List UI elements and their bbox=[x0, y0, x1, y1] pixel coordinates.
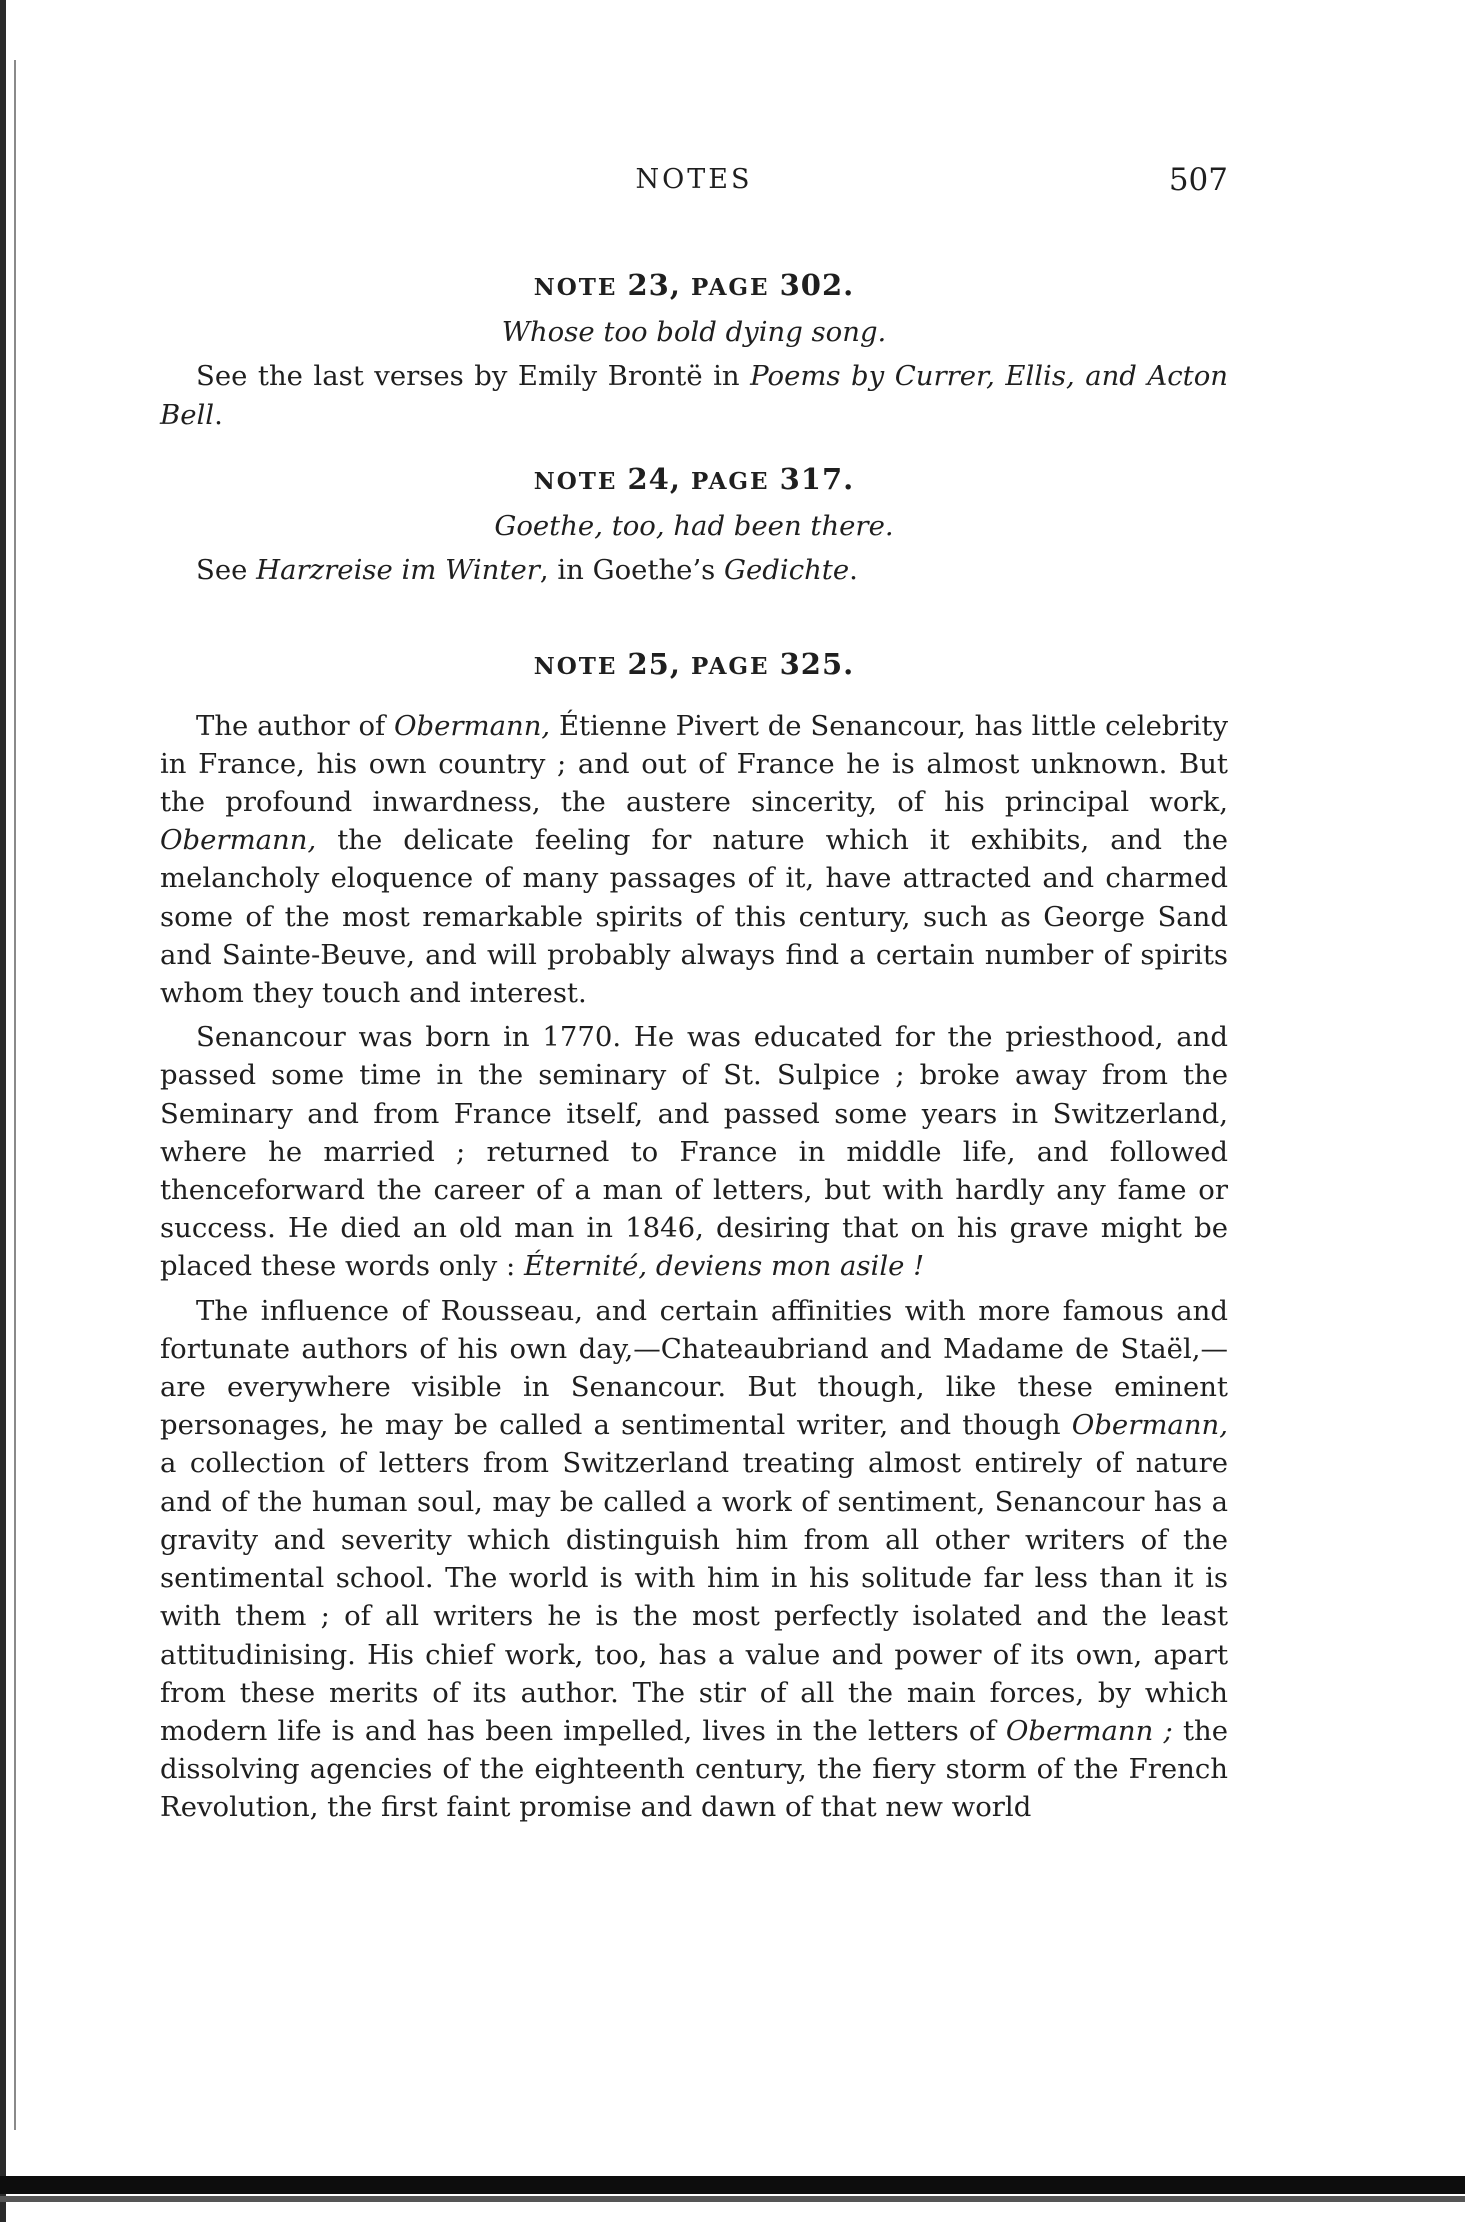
page-number: 507 bbox=[1168, 162, 1228, 198]
scan-bottom-edge bbox=[0, 2176, 1465, 2194]
text-segment: . bbox=[214, 398, 223, 431]
text-segment: Étienne Pivert de Senancour, has little celebrity in France, his own country ; and out of France he is almost unknown. But the profound inwardness, the austere sincerity, of his principal work, bbox=[160, 709, 1229, 819]
text-segment: The influence of Rousseau, and certain affinities with more famous and fortunate authors of his own day,—Chateaubriand and Madame de Staël,—are everywhere visible in Senancour. But though, like these eminent personages, he may be called a sentimental writer, and though bbox=[160, 1294, 1228, 1442]
note-label: NOTE bbox=[533, 274, 618, 301]
note-text bbox=[160, 551, 1228, 589]
note-page-number: 317. bbox=[779, 461, 855, 496]
note-heading bbox=[160, 645, 1228, 686]
note-number: 24, bbox=[627, 461, 681, 496]
note-number: 23, bbox=[627, 268, 681, 302]
work-title: Obermann, bbox=[1071, 1409, 1228, 1442]
note-24 bbox=[160, 460, 1228, 590]
text-segment: Senancour was born in 1770. He was educated for the priesthood, and passed some time in the seminary of St. Sulpice ; broke away from the Seminary and from France itself, and passed some years in Switzerland, where he married ; returned to France in middle life, and followed thenceforward the career of a man of letters, but with hardly any fame or success. He died an old man in 1846, desiring that on his grave might be placed these words only : bbox=[160, 1021, 1228, 1283]
note-25 bbox=[160, 645, 1228, 1826]
note-page-number: 325. bbox=[779, 647, 855, 682]
paragraph bbox=[160, 707, 1228, 1013]
note-text bbox=[160, 357, 1228, 433]
epitaph: Éternité, deviens mon asile ! bbox=[524, 1250, 925, 1283]
note-label: NOTE bbox=[533, 467, 618, 495]
work-title: Obermann, bbox=[393, 709, 551, 742]
work-title: Harzreise im Winter bbox=[256, 554, 540, 587]
running-head bbox=[160, 162, 1228, 202]
note-number: 25, bbox=[627, 647, 681, 682]
text-segment: a collection of letters from Switzerland treating almost entirely of nature and of the human soul, may be called a work of sentiment, Senancour has a gravity and severity which distinguish him from all other writers of the sentimental school. The world is with him in his solitude far less than it is with them ; of all writers he is the most perfectly isolated and the least attitudinising. His chief work, too, has a value and power of its own, apart from these merits of its author. The stir of all the main forces, by which modern life is and has been impelled, lives in the letters of bbox=[160, 1447, 1228, 1747]
note-heading bbox=[160, 266, 1228, 307]
work-title: Obermann, bbox=[160, 824, 317, 857]
text-segment: the delicate feeling for nature which it exhibits, and the melancholy eloquence of many passages of it, have attracted and charmed some of the most remarkable spirits of this century, such as George Sand and Sainte-Beuve, and will probably always find a certain number of spirits whom they touch and interest. bbox=[160, 824, 1228, 1010]
text-segment: the dissolving agencies of the eighteenth century, the fiery storm of the French Revolution, the first faint promise and dawn of that new world bbox=[160, 1714, 1228, 1824]
book-title: Poems by Currer, Ellis, and Acton Bell bbox=[160, 360, 1228, 431]
work-title: Obermann ; bbox=[1005, 1714, 1173, 1747]
text-segment: . bbox=[849, 554, 858, 587]
page-label: PAGE bbox=[690, 653, 770, 681]
note-page-number: 302. bbox=[779, 268, 855, 302]
paragraph bbox=[160, 1292, 1228, 1827]
text-segment: See bbox=[196, 554, 257, 587]
note-23 bbox=[160, 266, 1228, 434]
paragraph bbox=[160, 1018, 1228, 1285]
page-label: PAGE bbox=[690, 274, 770, 301]
note-heading bbox=[160, 460, 1228, 501]
text-segment: , in Goethe’s bbox=[539, 554, 725, 587]
page-label: PAGE bbox=[690, 467, 770, 495]
text-segment: See the last verses by Emily Brontë in bbox=[196, 360, 751, 393]
note-label: NOTE bbox=[533, 653, 618, 681]
note-quote: Goethe, too, had been there. bbox=[494, 510, 894, 543]
binding-edge bbox=[0, 0, 6, 2222]
work-title: Gedichte bbox=[724, 554, 850, 587]
binding-shadow bbox=[14, 60, 16, 2130]
note-quote: Whose too bold dying song. bbox=[501, 316, 887, 349]
page-content bbox=[160, 266, 1228, 1827]
running-title: NOTES bbox=[635, 164, 753, 195]
scan-bottom-shadow bbox=[0, 2196, 1465, 2202]
text-segment: The author of bbox=[196, 709, 394, 742]
